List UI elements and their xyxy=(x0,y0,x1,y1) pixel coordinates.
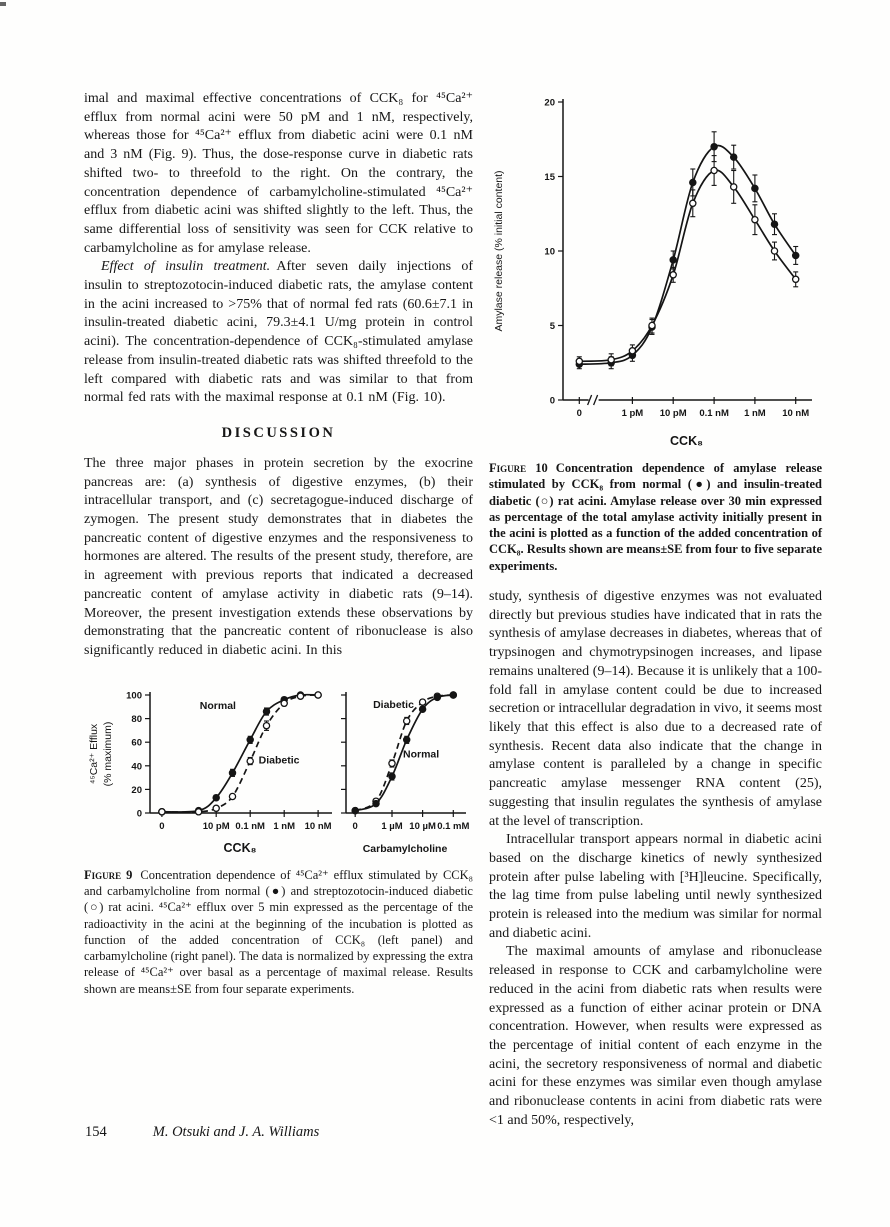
svg-text:Normal: Normal xyxy=(403,748,440,761)
figure10-caption-label: Figure 10 xyxy=(489,461,548,475)
running-authors: M. Otsuki and J. A. Williams xyxy=(152,1124,320,1140)
svg-text:5: 5 xyxy=(549,321,555,332)
svg-text:0.1 nM: 0.1 nM xyxy=(235,820,265,832)
svg-text:10 nM: 10 nM xyxy=(304,820,332,832)
svg-text:0: 0 xyxy=(576,408,582,419)
discussion-heading: DISCUSSION xyxy=(221,424,336,441)
figure9-caption-text: Concentration dependence of ⁴⁵Ca²⁺ efflux stimulated by CCK₈ and carbamylcholine from normal (●) and streptozotocin-induced diabetic (○) rat acini. ⁴⁵Ca²⁺ efflux over 5 min expressed as the percentage of the radioactivity in the acini at the beginning of the incubation is plotted as function of the added concentration of CCK₈ (left panel) and carbamylcholine (right panel). The data is normalized by expressing the extra release of ⁴⁵Ca²⁺ over basal as a percentage of maximal release. Results shown are means±SE from four separate experiments. xyxy=(84,867,474,996)
svg-text:0.1 nM: 0.1 nM xyxy=(699,408,729,419)
paragraph-synthesis: study, synthesis of digestive enzymes was not evaluated directly but previous studies have indicated that in rats the synthesis of amylase decreases in diabetes, whereas that of trypsinogen and chymotrypsinogen increases, and lipase remains unaltered (9–14). Because it is unlikely that a 100-fold fall in amylase content could be due to increased secretion or intracellular degradation in vivo, it seems most likely that this effect is also due to a decreased rate of synthesis. Recent data also indicate that the change in amylase content is paralleled by a change in specific pancreatic amylase messenger RNA content (25), suggesting that insulin regulates the synthesis of amylase at the level of transcription. xyxy=(489,589,822,829)
figure9-carbamylcholine-panel-chart xyxy=(336,685,470,859)
svg-text:0: 0 xyxy=(159,820,165,832)
paragraph-intracellular-transport: Intracellular transport appears normal in diabetic acini based on the discharge kinetics of newly synthesized protein after pulse labeling with [³H]leucine. Specifically, the lag time from pulse labeling until newly synthesized protein is released into the medium was similar for normal and diabetic acini. xyxy=(489,832,822,941)
paragraph-cck-efflux: imal and maximal effective concentrations of CCK₈ for ⁴⁵Ca²⁺ efflux from normal acini were 50 pM and 1 nM, respectively, whereas those for ⁴⁵Ca²⁺ efflux from diabetic acini were 0.1 nM and 3 nM (Fig. 9). Thus, the dose-response curve in diabetic rats shifted two- to threefold to the right. On the contrary, the concentration dependence of carbamylcholine-stimulated ⁴⁵Ca²⁺ efflux from diabetic acini was shifted slightly to the left. Thus, the same differential loss of sensitivity was seen for CCK relative to carbamylcholine as for amylase release. xyxy=(84,91,473,256)
svg-text:0: 0 xyxy=(136,808,142,820)
svg-text:15: 15 xyxy=(544,172,555,183)
svg-text:1 pM: 1 pM xyxy=(621,408,644,419)
figure10-amylase-chart xyxy=(489,88,820,452)
svg-text:10: 10 xyxy=(544,246,555,258)
svg-text:(% maximum): (% maximum) xyxy=(102,721,114,787)
figure9-cck-panel-chart xyxy=(84,685,336,859)
svg-text:Carbamylcholine: Carbamylcholine xyxy=(362,842,448,855)
figure-9 xyxy=(84,685,473,859)
svg-text:20: 20 xyxy=(544,97,555,109)
svg-text:20: 20 xyxy=(131,784,142,796)
page-footer xyxy=(85,1124,319,1141)
figure9-caption xyxy=(84,867,473,997)
svg-text:0: 0 xyxy=(352,820,358,832)
svg-text:10 nM: 10 nM xyxy=(782,408,810,419)
page-number: 154 xyxy=(85,1124,107,1140)
svg-text:100: 100 xyxy=(126,690,142,702)
figure10-caption xyxy=(489,460,822,574)
svg-text:1 nM: 1 nM xyxy=(273,820,296,832)
svg-text:0: 0 xyxy=(549,395,555,407)
svg-text:Amylase release (% initial con: Amylase release (% initial content) xyxy=(493,170,505,332)
svg-text:Normal: Normal xyxy=(199,699,236,712)
svg-text:CCK₈: CCK₈ xyxy=(223,840,257,855)
scan-artifact xyxy=(0,2,6,6)
svg-text:40: 40 xyxy=(131,760,142,772)
svg-text:Diabetic: Diabetic xyxy=(373,698,414,711)
svg-text:⁴⁵Ca²⁺ Efflux: ⁴⁵Ca²⁺ Efflux xyxy=(88,723,100,784)
paragraph-lead-italic: Effect of insulin treatment. xyxy=(101,259,271,275)
svg-text:10 pM: 10 pM xyxy=(202,820,230,832)
svg-text:10 µM: 10 µM xyxy=(409,820,436,832)
svg-text:10 pM: 10 pM xyxy=(659,408,687,419)
paragraph-insulin-treatment xyxy=(84,258,473,408)
svg-text:1 nM: 1 nM xyxy=(744,408,766,419)
svg-text:80: 80 xyxy=(131,713,142,725)
figure9-caption-label: Figure 9 xyxy=(84,867,133,882)
figure-10 xyxy=(489,88,822,452)
svg-text:CCK₈: CCK₈ xyxy=(670,434,703,448)
figure10-caption-text: Concentration dependence of amylase release stimulated by CCK₈ from normal (●) and insulin-treated diabetic (○) rat acini. Amylase release over 30 min expressed as percentage of the total amylase activity initially present in the acini is plotted as a function of the added concentration of CCK₈. Results shown are means±SE from four to five separate experiments. xyxy=(489,461,822,573)
paragraph-discussion-1: The three major phases in protein secretion by the exocrine pancreas are: (a) synthesis of digestive enzymes, (b) their intracellular transport, and (c) secretagogue-induced discharge of zymogen. The present study demonstrates that in diabetes the pancreatic content of digestive enzymes and the responsiveness to hormones are altered. The results of the present study, therefore, are in agreement with previous reports that indicated a decreased pancreatic content of amylase activity in diabetic rats (9–14). Moreover, the present investigation extends these observations by demonstrating that the pancreatic content of ribonuclease is also significantly reduced in diabetic acini. In this xyxy=(84,455,473,658)
paragraph-text: After seven daily injections of insulin to streptozotocin-induced diabetic rats, the amylase content in the acini increased to >75% that of normal fed rats (60.6±7.1 in insulin-treated diabetic acini, 79.3±4.1 U/mg protein in control acini). The concentration-dependence of CCK₈-stimulated amylase release from insulin-treated diabetic rats was shifted threefold to the left compared with diabetic rats and was similar to that from normal fed rats with the maximal response at 0.1 nM (Fig. 10). xyxy=(84,259,473,406)
svg-text:60: 60 xyxy=(131,737,142,749)
left-column xyxy=(84,90,473,997)
right-column xyxy=(489,88,822,1130)
svg-text:Diabetic: Diabetic xyxy=(258,754,300,767)
svg-text:0.1 mM: 0.1 mM xyxy=(437,820,470,832)
svg-text:1 µM: 1 µM xyxy=(381,820,403,832)
paragraph-maximal-amounts: The maximal amounts of amylase and ribonuclease released in response to CCK and carbamylcholine were reduced in the acini from diabetic rats when results were expressed as a function of either acinar protein or DNA concentration. However, when results were expressed as the percentage of initial content of each enzyme in the acini, the secretory responsiveness of normal and diabetic acini for these enzymes was similar even though amylase and ribonuclease contents in acini from diabetic rats were <1 and 50%, respectively, xyxy=(489,944,822,1128)
